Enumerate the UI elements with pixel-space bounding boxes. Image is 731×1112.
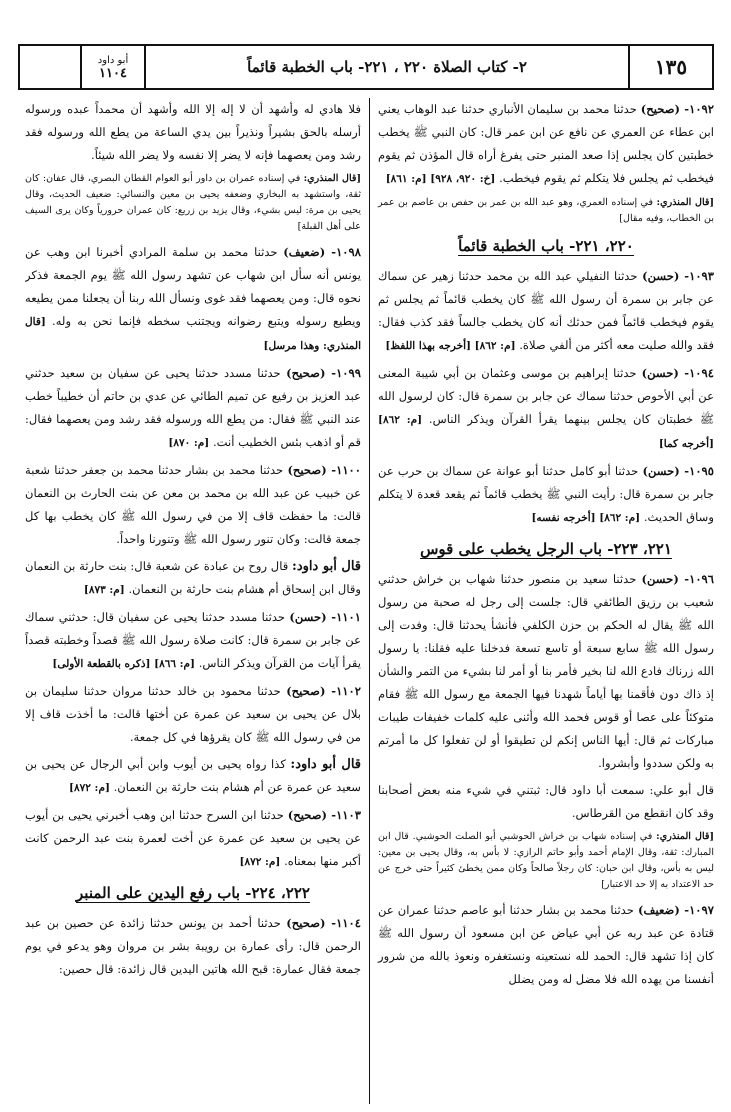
hadith-text: حدثنا مسدد حدثنا يحيى عن سفيان بن سعيد حدثني عبد العزيز بن رفيع عن تميم الطائي عن عدي بن حاتم أن خطيباً خطب عند النبي ﷺ فقال: من يطع الله ورسوله فقد رشد ومن يعصهما فقال: قم أو اذهب بئس الخطيب أنت.	[25, 366, 361, 449]
note-text: في إسناده العمري، وهو عبد الله بن عمر بن حفص بن عاصم بن عمر بن الخطاب، وفيه مقال]	[378, 197, 714, 224]
left-column	[25, 98, 369, 1104]
hadith-text: حدثنا النفيلي عبد الله بن محمد حدثنا زهير عن سماك عن جابر بن سمرة أن رسول الله ﷺ كان يخطب قائماً ثم يجلس ثم يقوم فيخطب قائماً فمن حدثك أنه كان يخطب جالساً فقد كذب فقال: فقد والله صليت معه أكثر من ألفي صلاة.	[378, 269, 714, 352]
hadith-text: حدثنا مسدد حدثنا يحيى عن سفيان قال: حدثني سماك عن جابر بن سمرة قال: كانت صلاة رسول الله ﷺ قصداً وخطبته قصداً يقرأ آيات من القرآن ويذكر الناس.	[25, 610, 361, 670]
hadith-number: قال أبو داود:	[290, 757, 362, 772]
hadith-entry	[25, 98, 361, 167]
abu-dawud-remark	[25, 753, 361, 800]
note-text: في إسناده شهاب بن خراش الحوشبي أبو الصلت الحوشبي. قال ابن المبارك: ثقة، وقال الإمام أحمد وأبو حاتم الرازي: لا بأس به، وقال يحيى بن معين: ليس به بأس، وقال ابن حبان: كان رجلاً صالحاً وكان ممن يخطئ كثيراً حتى خرج عن حد الاعتداد به إلا حد الاعتبار]	[378, 831, 714, 890]
hadith-entry	[25, 804, 361, 874]
hadith-entry	[25, 606, 361, 676]
hadith-text: حدثنا إبراهيم بن موسى وعثمان بن أبي شيبة المعنى عن أبي الأحوص حدثنا سماك عن جابر بن سمرة قال: كان لرسول الله ﷺ خطبتان كان يجلس بينهما يقرأ القرآن ويذكر الناس.	[378, 366, 714, 426]
hadith-number: ١٠٩٧- (ضعيف)	[637, 903, 714, 917]
hadith-entry	[25, 241, 361, 358]
hadith-number: ١٠٩٤- (حسن)	[641, 366, 714, 380]
hadith-text: كذا رواه يحيى بن أيوب وابن أبي الرجال عن يحيى بن سعيد عن عمرة عن أم هشام بنت حارثة بن النعمان.	[25, 757, 361, 794]
hadith-number: ١٠٩٣- (حسن)	[642, 269, 714, 283]
commentary-note	[378, 829, 714, 893]
takhrij-reference: [م: ٨٦٦] [ذكره بالقطعة الأولى]	[52, 658, 196, 670]
takhrij-reference: [م: ٨٦٢] [أخرجه كما]	[378, 414, 714, 450]
hadith-text: حدثنا محمد بن سليمان الأنباري حدثنا عبد الوهاب يعني ابن عطاء عن العمري عن نافع عن ابن عمر قال: كان النبي ﷺ يخطب خطبتين كان يجلس إذا صعد المنبر حتى يفرغ أراه قال المؤذن ثم يقوم فيخطب ثم يجلس فلا يتكلم ثم يقوم فيخطب.	[378, 102, 714, 185]
page-number: ١٣٥	[628, 46, 712, 88]
abu-dawud-remark	[25, 555, 361, 602]
hadith-number: ١١٠٤- (صحيح)	[286, 916, 361, 930]
hadith-entry	[25, 459, 361, 551]
chapter-title: ٢٢٢، ٢٢٤- باب رفع اليدين على المنبر	[76, 884, 310, 902]
hadith-text: حدثنا أبو كامل حدثنا أبو عوانة عن سماك بن حرب عن جابر بن سمرة قال: رأيت النبي ﷺ يخطب قائماً ثم يقعد قعدة لا يتكلم وساق الحديث.	[378, 464, 714, 524]
hadith-text: حدثنا محمد بن سلمة المرادي أخبرنا ابن وهب عن يونس أنه سأل ابن شهاب عن تشهد رسول الله ﷺ يوم الجمعة فذكر نحوه قال: ومن يعصهما فقد غوى ونسأل الله ربنا أن يجعلنا ممن يطيعه ويطيع رسوله ويتبع رضوانه ويجتنب سخطه فإنما نحن به وله.	[25, 245, 361, 328]
hadith-text: حدثنا ابن السرح حدثنا ابن وهب أخبرني يحيى بن أيوب عن يحيى بن سعيد عن عمرة عن أخت لعمرة بنت عبد الرحمن كانت أكبر منها بمعناه.	[25, 808, 361, 868]
takhrij-reference: [م: ٨٧٢]	[69, 782, 110, 794]
takhrij-reference: [م: ٨٦٢] [أخرجه بهذا اللفظ]	[385, 340, 516, 352]
takhrij-reference: [م: ٨٦٢] [أخرجه نفسه]	[531, 512, 641, 524]
takhrij-reference: [م: ٨٧٣]	[83, 584, 125, 596]
hadith-entry	[25, 680, 361, 749]
hadith-text: حدثنا أحمد بن يونس حدثنا زائدة عن حصين بن عبد الرحمن قال: رأى عمارة بن رويبة بشر بن مروان وهو يدعو في يوم جمعة فقال عمارة: قبح الله هاتين اليدين قال زائدة: قال حصين:	[25, 916, 361, 976]
hadith-number: ١١٠٣- (صحيح)	[287, 808, 361, 822]
hadith-text: فلا هادي له وأشهد أن لا إله إلا الله وأشهد أن محمداً عبده ورسوله أرسله بالحق بشيراً ونذيراً بين يدي الساعة من يطع الله ورسوله فقد رشد ومن يعصهما فإنه لا يضر إلا نفسه ولا يضر الله شيئاً.	[25, 102, 361, 162]
hadith-entry	[378, 460, 714, 530]
hadith-entry	[25, 912, 361, 981]
hadith-number: ١٠٩٨- (ضعيف)	[283, 245, 361, 259]
right-column	[370, 98, 714, 1104]
commentary-note	[25, 171, 361, 235]
page-body	[18, 44, 714, 1106]
hadith-text: حدثنا محمد بن بشار حدثنا أبو عاصم حدثنا عمران عن قتادة عن عبد ربه عن أبي عياض عن ابن مسعود أن رسول الله ﷺ كان إذا تشهد قال: الحمد لله نستعينه ونستغفره ونعوذ بالله من شرور أنفسنا من يهده الله فلا مضل له ومن يضلل	[378, 903, 714, 986]
note-label: [قال المنذري:	[656, 831, 714, 842]
hadith-number: ١١٠١- (حسن)	[289, 610, 361, 624]
hadith-number: ١٠٩٩- (صحيح)	[286, 366, 361, 380]
note-label: [قال المنذري:	[303, 173, 361, 184]
text-columns	[18, 98, 714, 1104]
hadith-entry	[378, 98, 714, 191]
hadith-entry	[378, 899, 714, 991]
hadith-entry	[378, 568, 714, 775]
chapter-heading	[25, 880, 361, 906]
chapter-title: ٢٢٠، ٢٢١- باب الخطبة قائماً	[458, 237, 634, 255]
takhrij-reference: [قال المنذري: وهذا مرسل]	[25, 316, 361, 352]
commentary-note	[378, 195, 714, 227]
running-title: ٢- كتاب الصلاة ٢٢٠ ، ٢٢١- باب الخطبة قائماً	[144, 46, 628, 88]
chapter-heading	[378, 233, 714, 259]
takhrij-reference: [خ: ٩٢٠، ٩٢٨] [م: ٨٦١]	[385, 173, 496, 185]
hadith-number: ١٠٩٥- (حسن)	[642, 464, 714, 478]
column-divider	[369, 98, 370, 1104]
hadith-text: حدثنا محمود بن خالد حدثنا مروان حدثنا سليمان بن بلال عن يحيى بن سعيد عن عمرة عن أختها قالت: ما أخذت قاف إلا من في رسول الله ﷺ كان يقرؤها في كل جمعة.	[25, 684, 361, 744]
takhrij-reference: [م: ٨٧٢]	[239, 856, 281, 868]
hadith-number: ١١٠٠- (صحيح)	[287, 463, 362, 477]
takhrij-reference: [م: ٨٧٠]	[168, 437, 210, 449]
hadith-number: ١١٠٢- (صحيح)	[286, 684, 361, 698]
ref-number: ١١٠٤	[99, 66, 127, 81]
hadith-number: ١٠٩٢- (صحيح)	[640, 102, 714, 116]
chapter-heading	[378, 536, 714, 562]
ref-label: أبو داود	[97, 55, 129, 66]
hadith-number: ١٠٩٦- (حسن)	[641, 572, 714, 586]
hadith-text: قال أبو علي: سمعت أبا داود قال: ثبتني في شيء منه بعض أصحابنا وقد كان انقطع من القرطاس.	[378, 783, 714, 820]
hadith-number: قال أبو داود:	[292, 559, 362, 574]
hadith-text: حدثنا محمد بن بشار حدثنا محمد بن جعفر حدثنا شعبة عن خبيب عن عبد الله بن محمد بن معن عن بنت الحارث بن النعمان قالت: ما حفظت قاف إلا من في رسول الله ﷺ كان يخطب بها كل جمعة قالت: وكان تنور رسول الله ﷺ وتنورنا واحداً.	[25, 463, 361, 546]
hadith-entry	[378, 265, 714, 358]
hadith-entry	[25, 362, 361, 455]
hadith-text: قال روح بن عبادة عن شعبة قال: بنت حارثة بن النعمان وقال ابن إسحاق أم هشام بنت حارثة بن النعمان.	[25, 559, 361, 596]
chapter-title: ٢٢١، ٢٢٣- باب الرجل يخطب على قوس	[420, 540, 672, 558]
hadith-entry	[378, 362, 714, 456]
note-text: في إسناده عمران بن داور أبو العوام القطان البصري، قال عفان: كان ثقة، واستشهد به البخاري وضعفه يحيى بن معين والنسائي: ضعيف الحديث، وقال يحيى بن مرة: ليس بشيء، وقال يزيد بن زريع: كان عمران حرورياً وكان يرى السيف على أهل القبلة]	[25, 173, 361, 232]
hadith-text: حدثنا سعيد بن منصور حدثنا شهاب بن خراش حدثني شعيب بن رزيق الطائفي قال: جلست إلى رجل له صحبة من رسول الله ﷺ يقال له الحكم بن حزن الكلفي فأنشأ يحدثنا قال: وفدت إلى رسول الله ﷺ سابع سبعة أو تاسع تسعة فدخلنا عليه فقلنا: يا رسول الله زرناك فادع الله لنا بخير فأمر بنا أو أمر لنا بشيء من التمر والشأن إذ ذاك دون فأقمنا بها أياماً شهدنا فيها الجمعة مع رسول الله ﷺ فقام متوكئاً على عصا أو قوس فحمد الله وأثنى عليه كلمات خفيفات طيبات مباركات ثم قال: أيها الناس إنكم لن تطيقوا أو لن تفعلوا كل ما أمرتم به ولكن سددوا وأبشروا.	[378, 572, 714, 770]
note-label: [قال المنذري:	[656, 197, 714, 208]
hadith-entry	[378, 779, 714, 825]
